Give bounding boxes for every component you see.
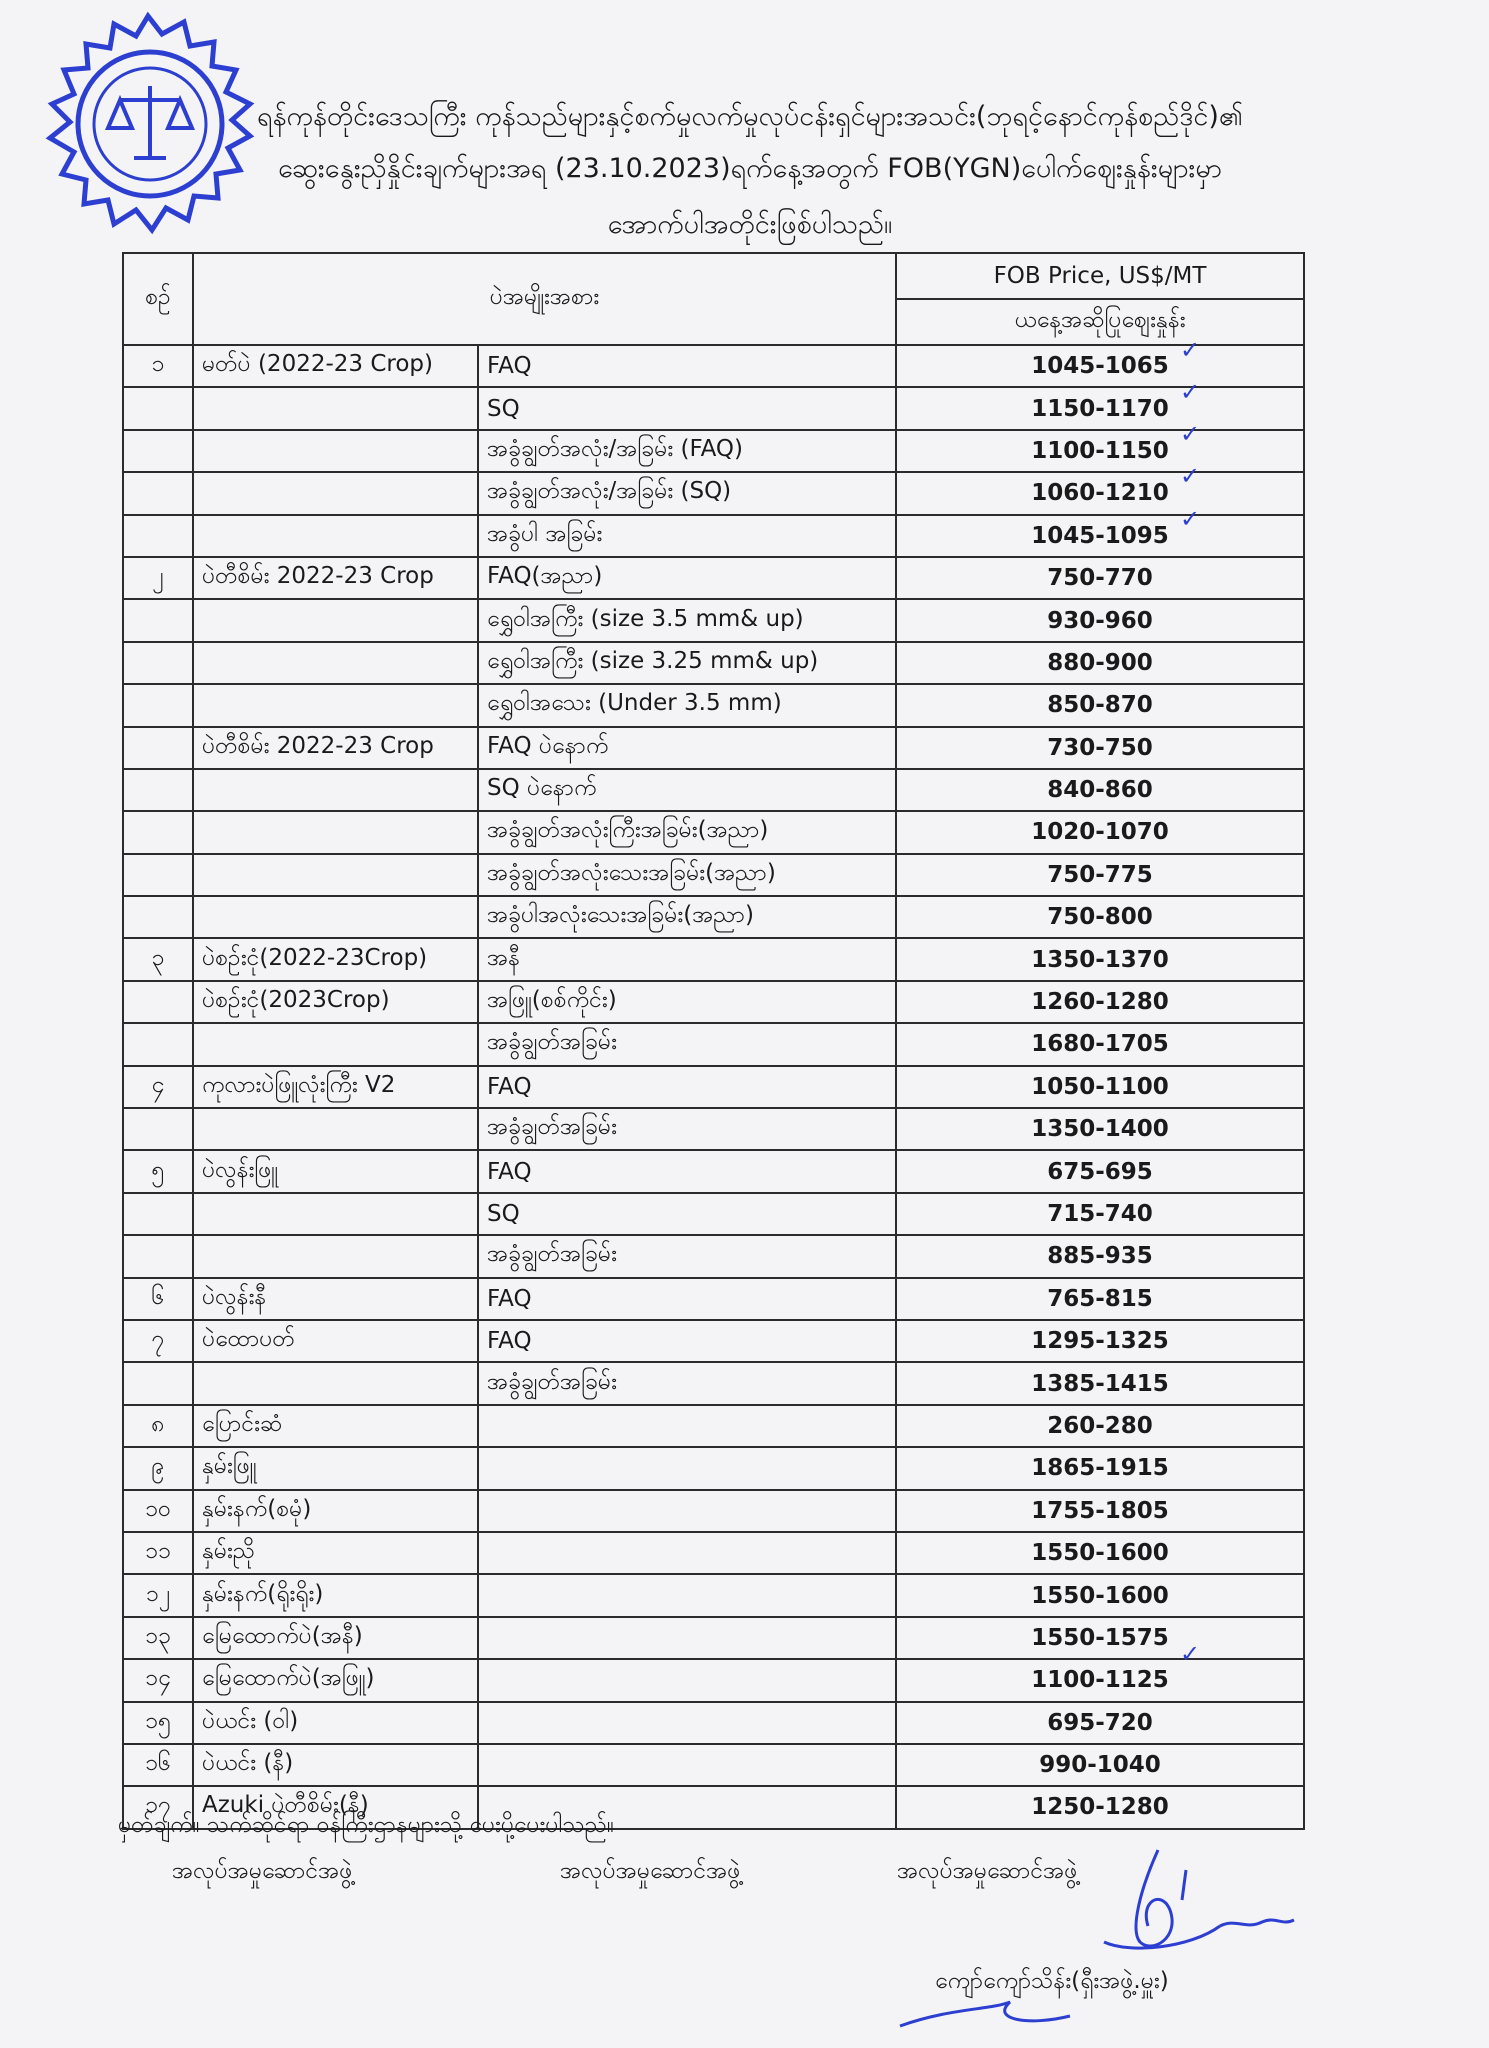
column-header-price-sub: ယနေ့အဆိုပြုဈေးနှုန်း	[896, 299, 1304, 345]
fob-price: 695-720	[896, 1702, 1304, 1744]
bean-grade: အခွံချွတ်အလုံးသေးအခြမ်း(အညာ)	[478, 854, 896, 896]
bean-grade: ရွှေဝါအကြီး (size 3.25 mm& up)	[478, 642, 896, 684]
fob-price: 1150-1170	[896, 387, 1304, 429]
bean-kind: ပဲလွန်းနီ	[193, 1278, 478, 1320]
bean-kind	[193, 430, 478, 472]
bean-kind	[193, 684, 478, 726]
fob-price: 1295-1325	[896, 1320, 1304, 1362]
bean-kind: မြေထောက်ပဲ(အနီ)	[193, 1617, 478, 1659]
row-number: ၁၀	[123, 1490, 193, 1532]
bean-kind: ပဲတီစိမ်း 2022-23 Crop	[193, 557, 478, 599]
heading-line-2: ဆွေးနွေးညှိနှိုင်းချက်များအရ (23.10.2023)ရက်နေ့အတွက် FOB(YGN)ပေါက်ဈေးနှုန်းများမှာ	[278, 153, 1222, 184]
signer-title-2: အလုပ်အမှုဆောင်အဖွဲ့	[560, 1858, 741, 1884]
table-row	[123, 642, 1304, 684]
fob-price: 1550-1600	[896, 1574, 1304, 1616]
row-number	[123, 472, 193, 514]
fob-price: 750-775	[896, 854, 1304, 896]
bean-kind	[193, 1023, 478, 1065]
fob-price: 750-770	[896, 557, 1304, 599]
row-number: ၁၇	[123, 1786, 193, 1828]
bean-kind	[193, 1193, 478, 1235]
bean-grade	[478, 1574, 896, 1616]
check-mark-icon: ✓	[1180, 378, 1201, 406]
bean-grade	[478, 1532, 896, 1574]
bean-grade	[478, 1702, 896, 1744]
table-row	[123, 599, 1304, 641]
bean-grade: FAQ	[478, 1320, 896, 1362]
row-number: ၅	[123, 1150, 193, 1192]
bean-kind	[193, 854, 478, 896]
bean-grade: အခွံချွတ်အခြမ်း	[478, 1362, 896, 1404]
handwritten-signature	[890, 1830, 1330, 2040]
fob-price: 1060-1210	[896, 472, 1304, 514]
row-number	[123, 896, 193, 938]
row-number: ၂	[123, 557, 193, 599]
bean-kind: မတ်ပဲ (2022-23 Crop)	[193, 345, 478, 387]
table-row	[123, 472, 1304, 514]
bean-grade	[478, 1744, 896, 1786]
fob-price: 260-280	[896, 1405, 1304, 1447]
table-row	[123, 345, 1304, 387]
fob-price: 1755-1805	[896, 1490, 1304, 1532]
row-number	[123, 387, 193, 429]
row-number: ၁၆	[123, 1744, 193, 1786]
fob-price: 850-870	[896, 684, 1304, 726]
table-row	[123, 430, 1304, 472]
fob-price: 1385-1415	[896, 1362, 1304, 1404]
row-number: ၉	[123, 1447, 193, 1489]
column-header-kind: ပဲအမျိုးအစား	[193, 253, 896, 345]
bean-grade	[478, 1405, 896, 1447]
table-row	[123, 1235, 1304, 1277]
bean-kind: မြေထောက်ပဲ(အဖြူ)	[193, 1659, 478, 1701]
bean-kind	[193, 811, 478, 853]
fob-price: 765-815	[896, 1278, 1304, 1320]
bean-grade: အခွံချွတ်အခြမ်း	[478, 1023, 896, 1065]
bean-grade: ရွှေဝါအကြီး (size 3.5 mm& up)	[478, 599, 896, 641]
bean-grade: FAQ	[478, 1066, 896, 1108]
bean-grade: FAQ	[478, 1278, 896, 1320]
bean-grade: ရွှေဝါအသေး (Under 3.5 mm)	[478, 684, 896, 726]
row-number: ၇	[123, 1320, 193, 1362]
remark-note: မှတ်ချက်။ သက်ဆိုင်ရာ ဝန်ကြီးဌာနများသို့ ပေးပို့ပေးပါသည်။	[118, 1812, 614, 1838]
bean-kind: Azuki ပဲတီစိမ်း(နီ)	[193, 1786, 478, 1828]
fob-price: 1045-1065	[896, 345, 1304, 387]
fob-price: 1550-1600	[896, 1532, 1304, 1574]
bean-kind: ပဲတီစိမ်း 2022-23 Crop	[193, 727, 478, 769]
bean-kind: ပြောင်းဆံ	[193, 1405, 478, 1447]
heading-line-1: ရန်ကုန်တိုင်းဒေသကြီး ကုန်သည်များနှင့်စက်မှုလက်မှုလုပ်ငန်းရှင်များအသင်း(ဘုရင့်နောင်ကုန်စည်ဒိုင်)၏	[257, 101, 1243, 132]
row-number: ၄	[123, 1066, 193, 1108]
check-mark-icon: ✓	[1180, 420, 1201, 448]
fob-price: 1020-1070	[896, 811, 1304, 853]
bean-grade: အခွံပါ အခြမ်း	[478, 515, 896, 557]
fob-price: 1045-1095	[896, 515, 1304, 557]
bean-grade: အခွံပါအလုံးသေးအခြမ်း(အညာ)	[478, 896, 896, 938]
price-rows	[123, 345, 1304, 1829]
table-row	[123, 1659, 1304, 1701]
fob-price: 750-800	[896, 896, 1304, 938]
table-row	[123, 1702, 1304, 1744]
row-number: ၁၄	[123, 1659, 193, 1701]
row-number	[123, 1023, 193, 1065]
bean-grade: FAQ(အညာ)	[478, 557, 896, 599]
row-number	[123, 854, 193, 896]
bean-grade: အခွံချွတ်အလုံး/အခြမ်း (FAQ)	[478, 430, 896, 472]
bean-grade	[478, 1617, 896, 1659]
row-number	[123, 1108, 193, 1150]
bean-grade: အခွံချွတ်အလုံး/အခြမ်း (SQ)	[478, 472, 896, 514]
bean-kind: ပဲစဉ်းငုံ(2022-23Crop)	[193, 938, 478, 980]
bean-kind	[193, 515, 478, 557]
bean-kind: နှမ်းဖြူ	[193, 1447, 478, 1489]
column-header-no: စဉ်	[123, 253, 193, 345]
bean-grade: SQ ပဲနောက်	[478, 769, 896, 811]
fob-price: 1350-1400	[896, 1108, 1304, 1150]
row-number	[123, 684, 193, 726]
table-row	[123, 1193, 1304, 1235]
fob-price: 1350-1370	[896, 938, 1304, 980]
table-row	[123, 1362, 1304, 1404]
bean-grade	[478, 1659, 896, 1701]
signer-name: ကျော်ကျော်သိန်း(ရှီးအဖွဲ့.မှူး)	[935, 1968, 1169, 1994]
fob-price: 1865-1915	[896, 1447, 1304, 1489]
bean-kind: ပဲယင်း (နီ)	[193, 1744, 478, 1786]
bean-grade: FAQ	[478, 1150, 896, 1192]
row-number	[123, 811, 193, 853]
row-number	[123, 430, 193, 472]
bean-kind: ကုလားပဲဖြူလုံးကြီး V2	[193, 1066, 478, 1108]
table-row	[123, 1023, 1304, 1065]
signer-title-1: အလုပ်အမှုဆောင်အဖွဲ့	[172, 1858, 353, 1884]
row-number: ၃	[123, 938, 193, 980]
bean-kind	[193, 642, 478, 684]
table-row	[123, 1447, 1304, 1489]
table-row	[123, 727, 1304, 769]
table-row	[123, 1617, 1304, 1659]
fob-price: 675-695	[896, 1150, 1304, 1192]
bean-grade	[478, 1490, 896, 1532]
signer-title-3: အလုပ်အမှုဆောင်အဖွဲ့	[897, 1858, 1078, 1884]
row-number: ၁	[123, 345, 193, 387]
fob-price: 1260-1280	[896, 981, 1304, 1023]
table-row	[123, 1066, 1304, 1108]
row-number: ၆	[123, 1278, 193, 1320]
table-row	[123, 1108, 1304, 1150]
table-row	[123, 1320, 1304, 1362]
table-row	[123, 854, 1304, 896]
table-row	[123, 1532, 1304, 1574]
table-row	[123, 515, 1304, 557]
bean-kind	[193, 1362, 478, 1404]
table-row	[123, 557, 1304, 599]
check-mark-icon: ✓	[1180, 1640, 1201, 1668]
fob-price: 880-900	[896, 642, 1304, 684]
table-row	[123, 1574, 1304, 1616]
table-row	[123, 938, 1304, 980]
row-number: ၁၁	[123, 1532, 193, 1574]
table-row	[123, 769, 1304, 811]
row-number: ၁၂	[123, 1574, 193, 1616]
check-mark-icon: ✓	[1180, 336, 1201, 364]
check-mark-icon: ✓	[1180, 505, 1201, 533]
row-number	[123, 1362, 193, 1404]
bean-kind: ပဲထောပတ်	[193, 1320, 478, 1362]
bean-kind: ပဲယင်း (ဝါ)	[193, 1702, 478, 1744]
bean-grade: အဖြူ(စစ်ကိုင်း)	[478, 981, 896, 1023]
fob-price: 990-1040	[896, 1744, 1304, 1786]
bean-grade: အခွံချွတ်အလုံးကြီးအခြမ်း(အညာ)	[478, 811, 896, 853]
fob-price: 840-860	[896, 769, 1304, 811]
fob-price: 1100-1125	[896, 1659, 1304, 1701]
row-number: ၁၅	[123, 1702, 193, 1744]
column-header-price: FOB Price, US$/MT	[896, 253, 1304, 299]
table-row	[123, 684, 1304, 726]
bean-kind	[193, 599, 478, 641]
table-row	[123, 1405, 1304, 1447]
fob-price: 1680-1705	[896, 1023, 1304, 1065]
fob-price: 1050-1100	[896, 1066, 1304, 1108]
table-row	[123, 1490, 1304, 1532]
table-row	[123, 981, 1304, 1023]
row-number	[123, 515, 193, 557]
bean-grade: FAQ ပဲနောက်	[478, 727, 896, 769]
row-number	[123, 642, 193, 684]
bean-grade: SQ	[478, 1193, 896, 1235]
row-number	[123, 1193, 193, 1235]
row-number	[123, 981, 193, 1023]
bean-kind	[193, 472, 478, 514]
table-row	[123, 811, 1304, 853]
fob-price: 930-960	[896, 599, 1304, 641]
fob-price: 1250-1280	[896, 1786, 1304, 1828]
table-row	[123, 1278, 1304, 1320]
heading-line-3: အောက်ပါအတိုင်းဖြစ်ပါသည်။	[607, 209, 893, 240]
row-number	[123, 727, 193, 769]
row-number	[123, 599, 193, 641]
bean-grade	[478, 1447, 896, 1489]
bean-grade: SQ	[478, 387, 896, 429]
bean-kind	[193, 1108, 478, 1150]
row-number	[123, 769, 193, 811]
bean-kind	[193, 387, 478, 429]
fob-price: 885-935	[896, 1235, 1304, 1277]
fob-price-table	[122, 252, 1305, 1830]
fob-price: 730-750	[896, 727, 1304, 769]
bean-kind: နှမ်းနက်(စမုံ)	[193, 1490, 478, 1532]
bean-kind	[193, 896, 478, 938]
check-mark-icon: ✓	[1180, 462, 1201, 490]
table-row	[123, 1744, 1304, 1786]
bean-kind: ပဲစဉ်းငုံ(2023Crop)	[193, 981, 478, 1023]
bean-kind: နှမ်းနက်(ရိုးရိုး)	[193, 1574, 478, 1616]
bean-kind	[193, 1235, 478, 1277]
bean-grade: FAQ	[478, 345, 896, 387]
table-row	[123, 387, 1304, 429]
table-row	[123, 896, 1304, 938]
bean-grade: အခွံချွတ်အခြမ်း	[478, 1108, 896, 1150]
bean-kind	[193, 769, 478, 811]
fob-price: 1100-1150	[896, 430, 1304, 472]
fob-price: 1550-1575	[896, 1617, 1304, 1659]
fob-price: 715-740	[896, 1193, 1304, 1235]
bean-kind: နှမ်းညို	[193, 1532, 478, 1574]
row-number: ၁၃	[123, 1617, 193, 1659]
row-number	[123, 1235, 193, 1277]
bean-grade: အခွံချွတ်အခြမ်း	[478, 1235, 896, 1277]
bean-grade: အနီ	[478, 938, 896, 980]
table-row	[123, 1150, 1304, 1192]
row-number: ၈	[123, 1405, 193, 1447]
bean-kind: ပဲလွန်းဖြူ	[193, 1150, 478, 1192]
